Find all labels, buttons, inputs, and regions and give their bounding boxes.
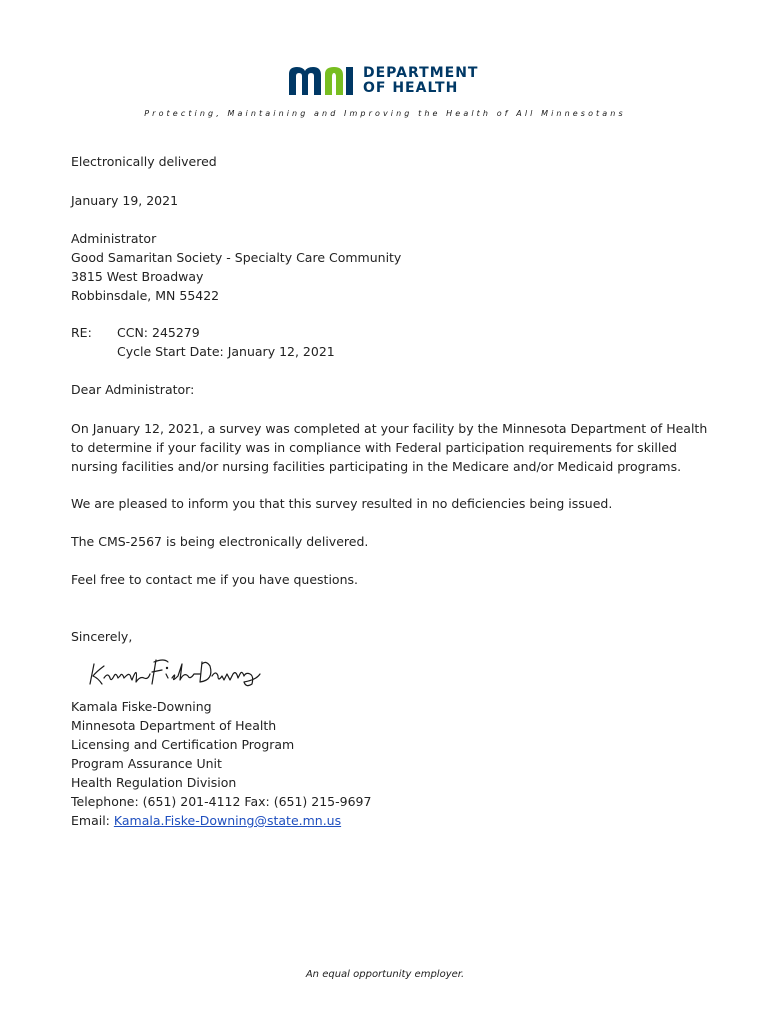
tagline: Protecting, Maintaining and Improving the Health of All Minnesotans [144, 109, 626, 118]
signer-phone: Telephone: (651) 201-4112 Fax: (651) 215-9697 [71, 794, 372, 809]
salutation: Dear Administrator: [71, 382, 195, 397]
email-label: Email: [71, 813, 114, 828]
closing: Sincerely, [71, 629, 133, 644]
paragraph-line: On January 12, 2021, a survey was completed at your facility by the Minnesota Department of Health [71, 421, 708, 436]
logo-line-2: OF HEALTH [363, 80, 459, 96]
mdh-logo [289, 66, 478, 96]
paragraph-survey [71, 419, 708, 476]
paragraph-cms: The CMS-2567 is being electronically delivered. [71, 534, 369, 549]
recipient-address [71, 229, 701, 305]
letter-date: January 19, 2021 [71, 193, 179, 208]
signer-name: Kamala Fiske-Downing [71, 699, 212, 714]
footer-eoe: An equal opportunity employer. [305, 969, 465, 980]
recipient-title: Administrator [71, 231, 157, 246]
paragraph-contact: Feel free to contact me if you have questions. [71, 572, 358, 587]
re-ccn: CCN: 245279 [117, 325, 200, 340]
re-cycle-date: Cycle Start Date: January 12, 2021 [117, 344, 335, 359]
paragraph-line: to determine if your facility was in compliance with Federal participation requirements for skilled [71, 440, 677, 455]
logo-wordmark [363, 66, 478, 96]
paragraph-line: nursing facilities and/or nursing facilities participating in the Medicare and/or Medicaid programs. [71, 459, 682, 474]
recipient-city: Robbinsdale, MN 55422 [71, 288, 220, 303]
re-label: RE: [71, 325, 92, 340]
paragraph-no-deficiencies: We are pleased to inform you that this survey resulted in no deficiencies being issued. [71, 496, 613, 511]
signer-unit: Program Assurance Unit [71, 756, 222, 771]
signer-division: Health Regulation Division [71, 775, 237, 790]
signer-block [71, 697, 701, 830]
re-details [117, 323, 335, 361]
signer-program: Licensing and Certification Program [71, 737, 295, 752]
recipient-facility: Good Samaritan Society - Specialty Care Community [71, 250, 402, 265]
logo-line-1: DEPARTMENT [363, 65, 479, 81]
signer-department: Minnesota Department of Health [71, 718, 277, 733]
email-link[interactable]: Kamala.Fiske-Downing@state.mn.us [113, 813, 342, 828]
signer-email-line [71, 811, 701, 830]
delivery-method: Electronically delivered [71, 154, 217, 169]
handwritten-signature [86, 654, 266, 688]
mn-logo-mark [289, 66, 355, 96]
recipient-street: 3815 West Broadway [71, 269, 204, 284]
